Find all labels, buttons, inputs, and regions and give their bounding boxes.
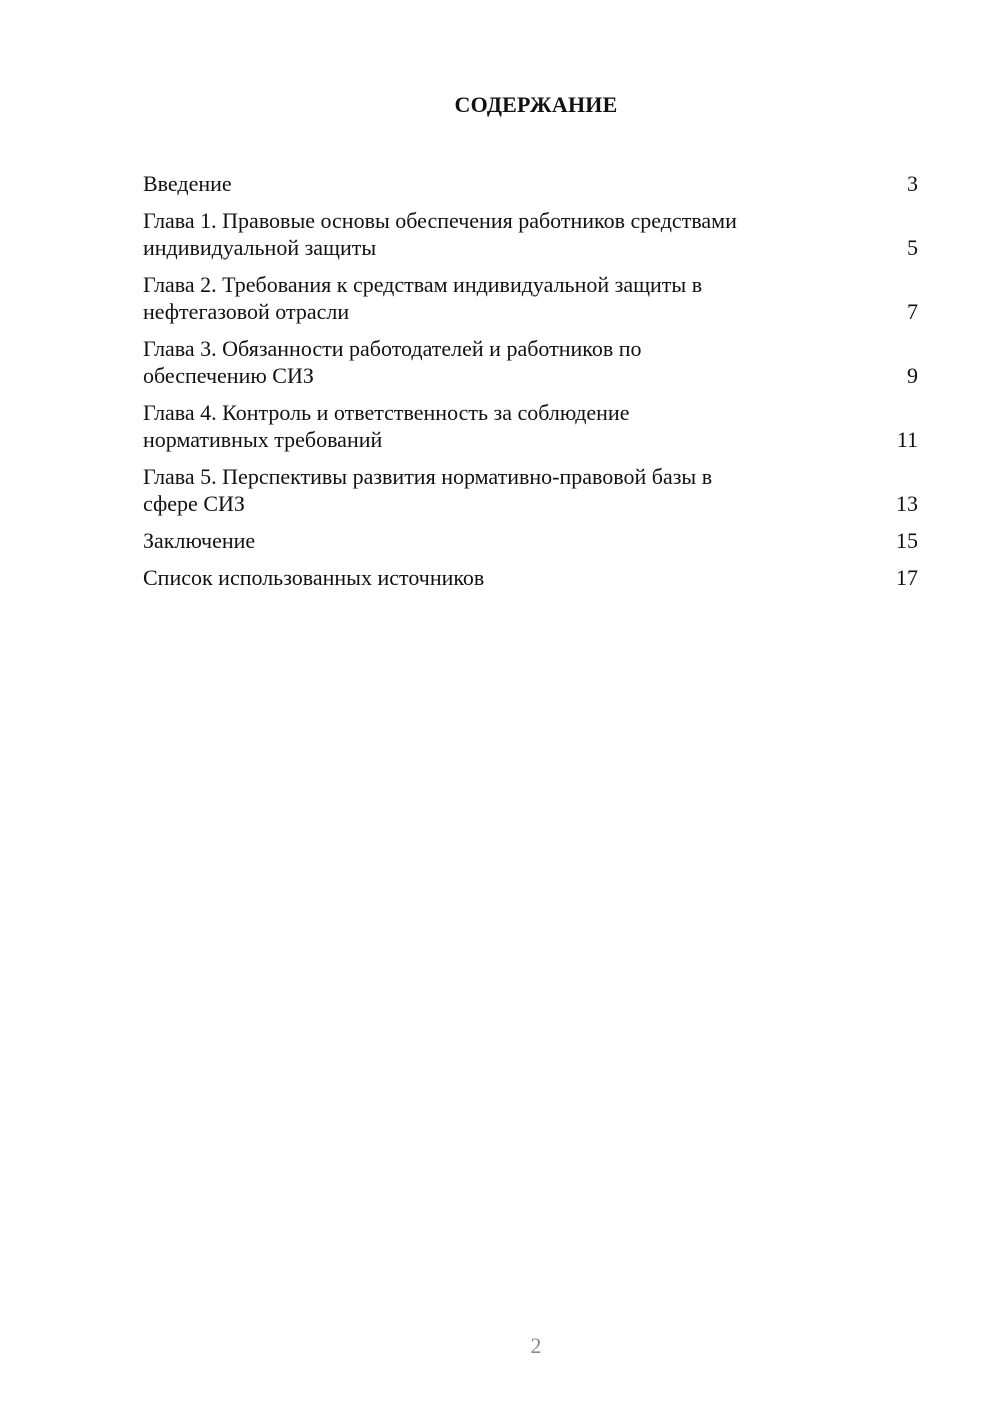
toc-entry-page: 11 (896, 427, 918, 452)
toc-entry-page: 13 (896, 491, 918, 516)
toc-entry-title (143, 527, 843, 554)
toc-entry-page: 17 (896, 565, 918, 590)
toc-entry-page: 15 (896, 528, 918, 553)
toc-entry[interactable] (143, 564, 918, 591)
toc-entry-line: Глава 3. Обязанности работодателей и работников по (143, 336, 642, 361)
toc-entry-title (143, 170, 843, 197)
toc-entry-title (143, 207, 843, 261)
toc-entry-line: обеспечению СИЗ (143, 363, 314, 388)
toc-entry-page: 9 (907, 363, 918, 388)
toc-entry-line: Список использованных источников (143, 565, 485, 590)
toc-entry-title (143, 463, 843, 517)
toc-entry[interactable] (143, 399, 918, 453)
toc-entry[interactable] (143, 527, 918, 554)
toc-entry-line: сфере СИЗ (143, 491, 245, 516)
toc-entry-line: индивидуальной защиты (143, 235, 377, 260)
toc-entry-title (143, 271, 843, 325)
toc-entry[interactable] (143, 271, 918, 325)
toc-entry-line: Глава 1. Правовые основы обеспечения работников средствами (143, 208, 737, 233)
toc-entry-page: 7 (907, 299, 918, 324)
toc-entry-title (143, 335, 843, 389)
toc-entry[interactable] (143, 463, 918, 517)
toc-entry-title (143, 564, 843, 591)
toc-entry[interactable] (143, 207, 918, 261)
toc-entry-page: 3 (907, 171, 918, 196)
toc-entry-page: 5 (907, 235, 918, 260)
toc-entry-line: нефтегазовой отрасли (143, 299, 350, 324)
toc-entry[interactable] (143, 335, 918, 389)
toc-entry-line: Введение (143, 171, 232, 196)
toc-entry-line: Глава 4. Контроль и ответственность за соблюдение (143, 400, 630, 425)
page-title: СОДЕРЖАНИЕ (454, 92, 618, 117)
toc-entry-line: Глава 5. Перспективы развития нормативно-правовой базы в (143, 464, 713, 489)
toc-entry[interactable] (143, 170, 918, 197)
toc-entry-line: нормативных требований (143, 427, 383, 452)
toc-entry-line: Заключение (143, 528, 256, 553)
table-of-contents (143, 170, 918, 601)
toc-entry-line: Глава 2. Требования к средствам индивидуальной защиты в (143, 272, 703, 297)
page-number: 2 (530, 1333, 542, 1358)
toc-entry-title (143, 399, 843, 453)
